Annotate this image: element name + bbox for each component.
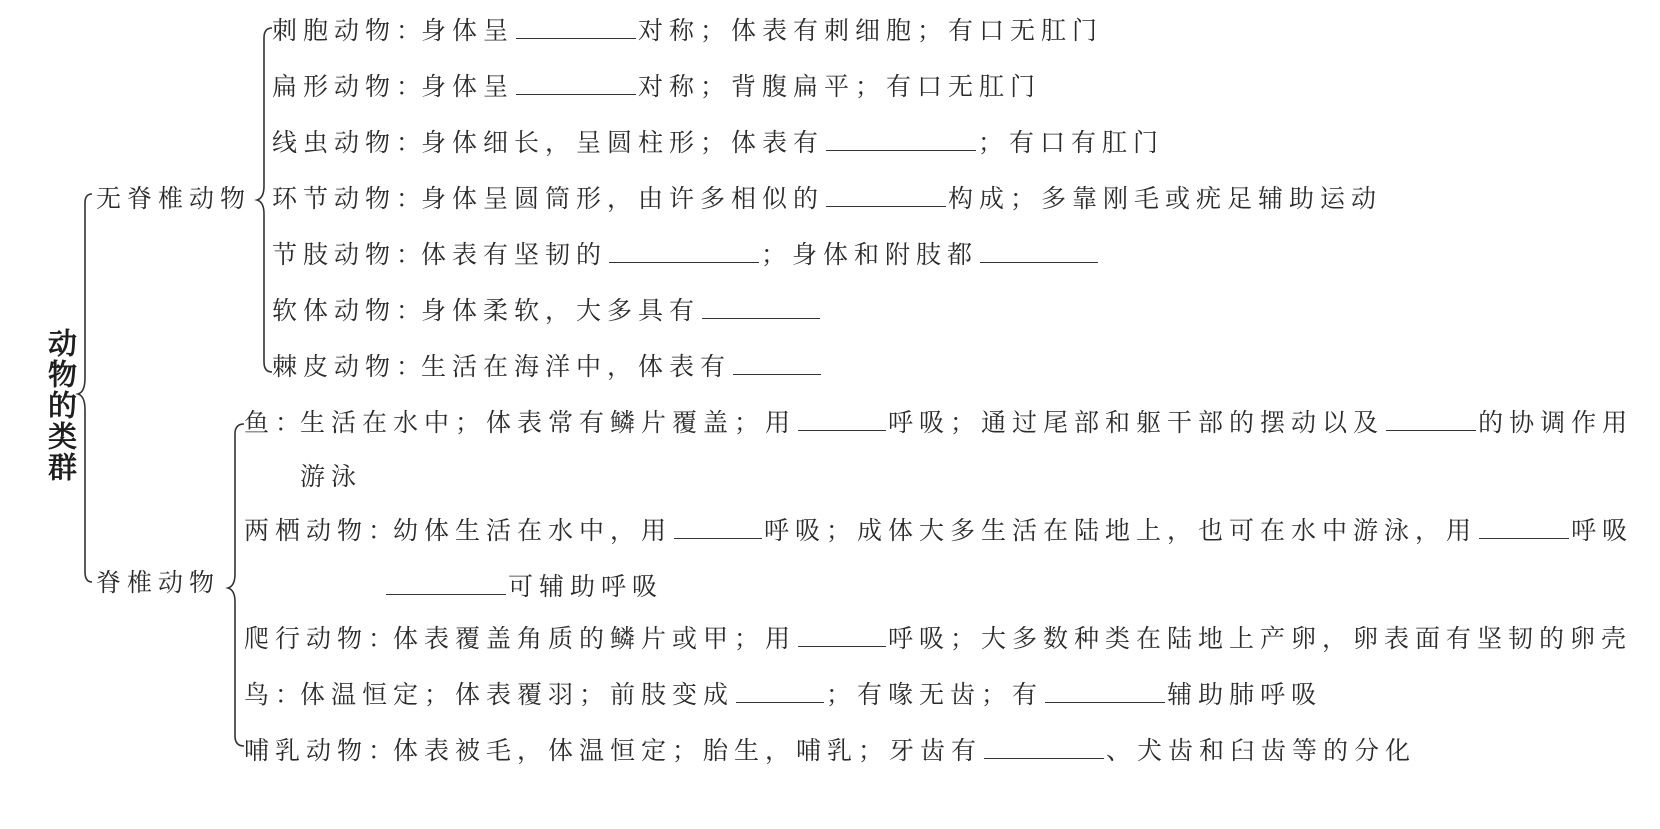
fill-blank[interactable] xyxy=(702,298,820,319)
item-name: 软体动物 xyxy=(272,296,397,325)
item-text: 对称；背腹扁平；有口无肛门 xyxy=(638,72,1042,101)
item-line xyxy=(244,622,1632,656)
item-text: 体表被毛，体温恒定；胎生，哺乳；牙齿有 xyxy=(393,736,983,765)
item-line xyxy=(244,406,1633,440)
item-text: 呼吸 xyxy=(1571,516,1634,545)
item-text: 呼吸；大多数种类在陆地上产卵，卵表面有坚韧的卵壳 xyxy=(888,624,1633,653)
item-line xyxy=(272,14,1103,48)
item-line xyxy=(272,126,1164,160)
item-continuation xyxy=(384,570,663,604)
item-name: 鸟 xyxy=(244,680,276,709)
group-vertebrate xyxy=(96,566,220,600)
group-invertebrate xyxy=(96,182,251,216)
fill-blank[interactable] xyxy=(516,74,636,95)
item-text: 构成；多靠刚毛或疣足辅助运动 xyxy=(948,184,1383,213)
item-name: 两栖动物 xyxy=(244,516,369,545)
fill-blank[interactable] xyxy=(386,574,506,595)
group-label: 无脊椎动物 xyxy=(96,184,252,213)
item-colon: ： xyxy=(396,72,422,101)
item-text: 身体呈 xyxy=(421,72,515,101)
item-colon: ： xyxy=(396,184,422,213)
fill-blank[interactable] xyxy=(826,186,946,207)
item-colon: ： xyxy=(275,680,301,709)
item-text: 的协调作用 xyxy=(1478,408,1634,437)
fill-blank[interactable] xyxy=(826,130,976,151)
item-text: ；有喙无齿；有 xyxy=(826,680,1044,709)
item-line xyxy=(244,514,1633,548)
item-line xyxy=(272,182,1382,216)
fill-blank[interactable] xyxy=(1386,410,1476,431)
item-text: 身体细长，呈圆柱形；体表有 xyxy=(421,128,825,157)
item-colon: ： xyxy=(275,408,301,437)
root-title-text: 动物的类群 xyxy=(44,328,78,483)
item-text: 体表覆盖角质的鳞片或甲；用 xyxy=(393,624,797,653)
item-colon: ： xyxy=(368,516,394,545)
item-colon: ： xyxy=(396,240,422,269)
item-colon: ： xyxy=(396,16,422,45)
item-text: 身体呈 xyxy=(421,16,515,45)
item-line xyxy=(244,678,1322,712)
fill-blank[interactable] xyxy=(1479,518,1569,539)
item-colon: ： xyxy=(396,128,422,157)
item-text: 体温恒定；体表覆羽；前肢变成 xyxy=(300,680,735,709)
item-name: 扁形动物 xyxy=(272,72,397,101)
fill-blank[interactable] xyxy=(609,242,759,263)
fill-blank[interactable] xyxy=(798,626,886,647)
fill-blank[interactable] xyxy=(798,410,886,431)
fill-blank[interactable] xyxy=(736,682,824,703)
root-brace xyxy=(78,194,92,582)
item-text: ；身体和附肢都 xyxy=(761,240,979,269)
item-colon: ： xyxy=(396,352,422,381)
item-name: 节肢动物 xyxy=(272,240,397,269)
fill-blank[interactable] xyxy=(733,354,821,375)
item-text: 辅助肺呼吸 xyxy=(1167,680,1323,709)
item-name: 鱼 xyxy=(244,408,276,437)
group-label: 脊椎动物 xyxy=(96,568,221,597)
vertebrate-brace xyxy=(228,424,244,746)
item-text: 生活在海洋中，体表有 xyxy=(421,352,732,381)
item-text: 呼吸；通过尾部和躯干部的摆动以及 xyxy=(888,408,1385,437)
item-colon: ： xyxy=(368,624,394,653)
item-line xyxy=(272,70,1041,104)
item-name: 哺乳动物 xyxy=(244,736,369,765)
item-colon: ： xyxy=(396,296,422,325)
item-name: 棘皮动物 xyxy=(272,352,397,381)
item-text: 可辅助呼吸 xyxy=(508,572,664,601)
item-name: 爬行动物 xyxy=(244,624,369,653)
item-continuation xyxy=(300,460,362,494)
item-text: 对称；体表有刺细胞；有口无肛门 xyxy=(638,16,1104,45)
item-text: ；有口有肛门 xyxy=(978,128,1165,157)
fill-blank[interactable] xyxy=(516,18,636,39)
item-text: 、犬齿和臼齿等的分化 xyxy=(1106,736,1417,765)
invertebrate-brace xyxy=(257,28,272,372)
item-text: 呼吸；成体大多生活在陆地上，也可在水中游泳，用 xyxy=(764,516,1478,545)
item-text: 体表有坚韧的 xyxy=(421,240,608,269)
item-line xyxy=(272,350,823,384)
item-name: 刺胞动物 xyxy=(272,16,397,45)
fill-blank[interactable] xyxy=(1045,682,1165,703)
item-colon: ： xyxy=(368,736,394,765)
item-line xyxy=(244,734,1416,768)
item-text: 身体呈圆筒形，由许多相似的 xyxy=(421,184,825,213)
item-name: 环节动物 xyxy=(272,184,397,213)
item-text: 生活在水中；体表常有鳞片覆盖；用 xyxy=(300,408,797,437)
item-line xyxy=(272,294,822,328)
item-text: 身体柔软，大多具有 xyxy=(421,296,701,325)
fill-blank[interactable] xyxy=(674,518,762,539)
item-line xyxy=(272,238,1100,272)
fill-blank[interactable] xyxy=(980,242,1098,263)
item-text: 幼体生活在水中，用 xyxy=(393,516,673,545)
item-text: 游泳 xyxy=(300,462,363,491)
item-name: 线虫动物 xyxy=(272,128,397,157)
fill-blank[interactable] xyxy=(984,738,1104,759)
